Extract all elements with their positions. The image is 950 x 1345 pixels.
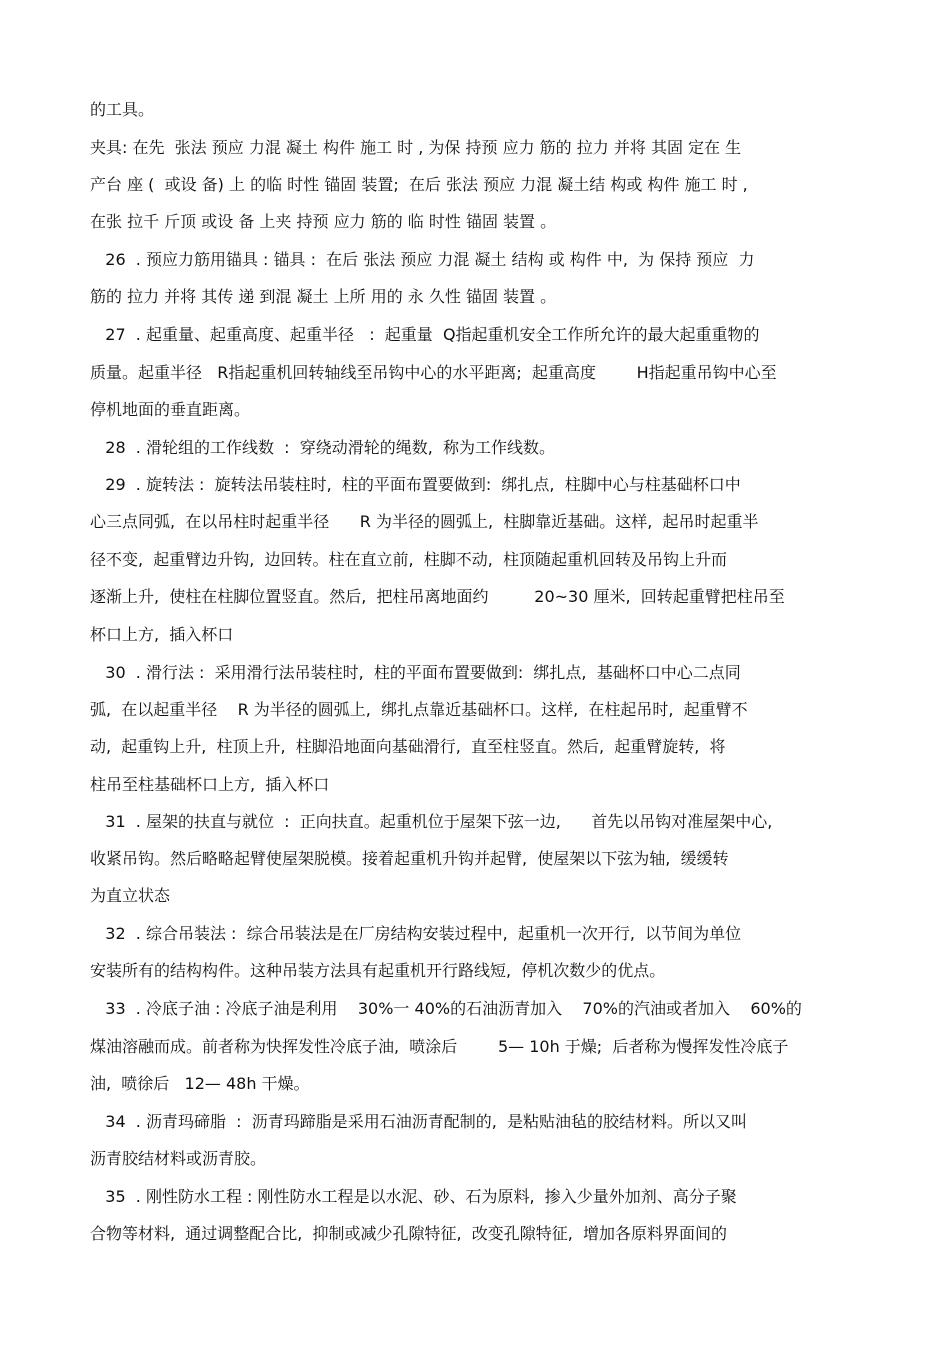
- text-line: 筋的 拉力 并将 其传 递 到混 凝土 上所 用的 永 久性 锚固 装置 。: [90, 287, 557, 306]
- text-line: 34 . 沥青玛碲脂 : 沥青玛蹄脂是采用石油沥青配制的, 是粘贴油毡的胶结材料。所以又叫: [90, 1112, 747, 1131]
- text-line: 26 . 预应力筋用锚具 : 锚具 : 在后 张法 预应 力混 凝土 结构 或 构件 中, 为 保持 预应 力: [90, 250, 755, 269]
- text-line: 杯口上方, 插入杯口: [90, 625, 234, 644]
- text-line: 停机地面的垂直距离。: [90, 400, 251, 419]
- text-line: 30 . 滑行法 : 采用滑行法吊装柱时, 柱的平面布置要做到: 绑扎点, 基础杯口中心二点同: [90, 663, 741, 682]
- text-line: 夹具: 在先 张法 预应 力混 凝土 构件 施工 时 , 为保 持预 应力 筋的 拉力 并将 其固 定在 生: [90, 138, 742, 157]
- text-line: 煤油溶融而成。前者称为快挥发性冷底子油, 喷涂后 5— 10h 于燥; 后者称为慢挥发性冷底子: [90, 1037, 789, 1056]
- text-line: 31 . 屋架的扶直与就位 : 正向扶直。起重机位于屋架下弦一边, 首先以吊钩对准屋架中心,: [90, 812, 773, 831]
- text-line: 35 . 刚性防水工程 : 刚性防水工程是以水泥、砂、石为原料, 掺入少量外加剂、高分子聚: [90, 1187, 737, 1206]
- text-line: 的工具。: [90, 100, 155, 119]
- text-line: 安装所有的结构构件。这种吊装方法具有起重机开行路线短, 停机次数少的优点。: [90, 961, 666, 980]
- text-line: 33 . 冷底子油 : 冷底子油是利用 30%一 40%的石油沥青加入 70%的汽油或者加入 60%的: [90, 999, 802, 1018]
- text-line: 在张 拉千 斤顶 或设 备 上夹 持预 应力 筋的 临 时性 锚固 装置 。: [90, 212, 557, 231]
- text-line: 弧, 在以起重半径 R 为半径的圆弧上, 绑扎点靠近基础杯口。这样, 在柱起吊时, 起重臂不: [90, 700, 748, 719]
- text-line: 逐渐上升, 使柱在柱脚位置竖直。然后, 把柱吊离地面约 20~30 厘米, 回转起重臂把柱吊至: [90, 587, 785, 606]
- text-line: 产台 座 ( 或设 备) 上 的临 时性 锚固 装置; 在后 张法 预应 力混 凝土结 构或 构件 施工 时 ,: [90, 175, 748, 194]
- text-line: 心三点同弧, 在以吊柱时起重半径 R 为半径的圆弧上, 柱脚靠近基础。这样, 起吊时起重半: [90, 512, 759, 531]
- text-line: 收紧吊钩。然后略略起臂使屋架脱模。接着起重机升钩并起臂, 使屋架以下弦为轴, 缓缓转: [90, 849, 729, 868]
- text-line: 沥青胶结材料或沥青胶。: [90, 1149, 267, 1168]
- text-line: 为直立状态: [90, 886, 171, 905]
- text-line: 28 . 滑轮组的工作线数 : 穿绕动滑轮的绳数, 称为工作线数。: [90, 438, 555, 457]
- text-line: 质量。起重半径 R指起重机回转轴线至吊钩中心的水平距离; 起重高度 H指起重吊钩中心至: [90, 363, 777, 382]
- text-line: 合物等材料, 通过调整配合比, 抑制或减少孔隙特征, 改变孔隙特征, 增加各原料界面间的: [90, 1224, 728, 1243]
- text-line: 29 . 旋转法 : 旋转法吊装柱时, 柱的平面布置要做到: 绑扎点, 柱脚中心与柱基础杯口中: [90, 475, 741, 494]
- text-line: 油, 喷徐后 12— 48h 干燥。: [90, 1074, 310, 1093]
- text-line: 径不变, 起重臂边升钩, 边回转。柱在直立前, 柱脚不动, 柱顶随起重机回转及吊钩上升而: [90, 550, 728, 569]
- text-line: 32 . 综合吊装法 : 综合吊装法是在厂房结构安装过程中, 起重机一次开行, 以节间为单位: [90, 924, 742, 943]
- text-line: 动, 起重钩上升, 柱顶上升, 柱脚沿地面向基础滑行, 直至柱竖直。然后, 起重臂旋转, 将: [90, 737, 726, 756]
- text-line: 27 . 起重量、起重高度、起重半径 : 起重量 Q指起重机安全工作所允许的最大起重重物的: [90, 325, 760, 344]
- text-line: 柱吊至柱基础杯口上方, 插入杯口: [90, 775, 330, 794]
